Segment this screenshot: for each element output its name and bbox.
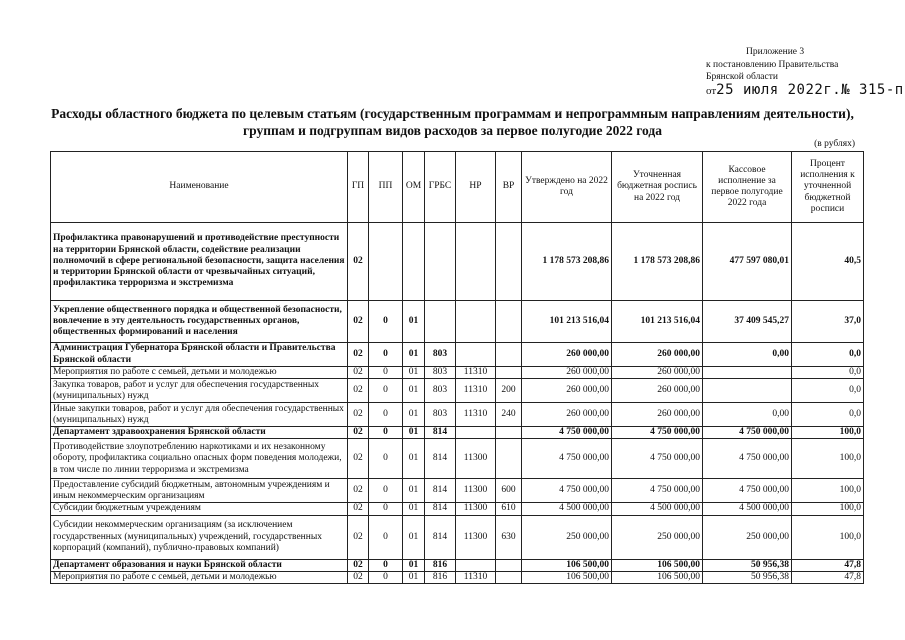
cell-om: 01: [403, 503, 425, 515]
cell-grbs: [425, 301, 456, 343]
cell-percent: 0,0: [792, 379, 864, 403]
title-line-1: Расходы областного бюджета по целевым статьям (государственным программам и непрограммным направлениям деятельности),: [51, 106, 854, 121]
cell-cash: 4 750 000,00: [703, 479, 792, 503]
title-line-2: группам и подгруппам видов расходов за первое полугодие 2022 года: [243, 123, 662, 138]
cell-om: 01: [403, 379, 425, 403]
cell-percent: 100,0: [792, 439, 864, 479]
cell-approved: 260 000,00: [522, 367, 612, 379]
appendix-line-2: к постановлению Правительства: [706, 59, 839, 70]
cell-cash: [703, 367, 792, 379]
cell-nr: [456, 559, 496, 571]
cell-pp: 0: [369, 515, 403, 559]
header-gp: ГП: [348, 152, 369, 223]
cell-vr: [496, 343, 522, 367]
cell-grbs: 803: [425, 343, 456, 367]
cell-om: 01: [403, 515, 425, 559]
cell-name: Департамент образования и науки Брянской области: [51, 559, 348, 571]
table-row: [51, 439, 864, 479]
cell-cash: 4 750 000,00: [703, 439, 792, 479]
cell-gp: 02: [348, 379, 369, 403]
cell-nr: [456, 301, 496, 343]
cell-gp: 02: [348, 503, 369, 515]
cell-vr: [496, 367, 522, 379]
cell-nr: 11310: [456, 403, 496, 427]
document-title: [0, 105, 905, 139]
cell-vr: 240: [496, 403, 522, 427]
cell-percent: 100,0: [792, 515, 864, 559]
cell-grbs: 803: [425, 367, 456, 379]
cell-approved: 260 000,00: [522, 343, 612, 367]
cell-vr: 600: [496, 479, 522, 503]
cell-pp: 0: [369, 559, 403, 571]
cell-approved: 250 000,00: [522, 515, 612, 559]
cell-gp: 02: [348, 427, 369, 439]
cell-name: Мероприятия по работе с семьей, детьми и молодежью: [51, 571, 348, 583]
cell-name: Предоставление субсидий бюджетным, автономным учреждениям и иным некоммерческим организациям: [51, 479, 348, 503]
cell-name: Субсидии некоммерческим организациям (за исключением государственных (муниципальных) учреждений, государственных корпораций (компаний), публично-правовых компаний): [51, 515, 348, 559]
cell-approved: 4 750 000,00: [522, 427, 612, 439]
table-row: [51, 379, 864, 403]
appendix-date-prefix: от: [706, 84, 717, 97]
cell-approved: 106 500,00: [522, 559, 612, 571]
cell-nr: 11300: [456, 439, 496, 479]
cell-om: [403, 223, 425, 301]
cell-gp: 02: [348, 571, 369, 583]
cell-approved: 4 500 000,00: [522, 503, 612, 515]
cell-percent: 0,0: [792, 403, 864, 427]
cell-refined: 4 750 000,00: [612, 439, 703, 479]
header-grbs: ГРБС: [425, 152, 456, 223]
cell-cash: 50 956,38: [703, 559, 792, 571]
cell-pp: 0: [369, 571, 403, 583]
cell-name: Мероприятия по работе с семьей, детьми и молодежью: [51, 367, 348, 379]
cell-refined: 260 000,00: [612, 367, 703, 379]
cell-refined: 4 500 000,00: [612, 503, 703, 515]
cell-approved: 106 500,00: [522, 571, 612, 583]
table-body: [51, 223, 864, 584]
cell-gp: 02: [348, 301, 369, 343]
cell-name: Закупка товаров, работ и услуг для обеспечения государственных (муниципальных) нужд: [51, 379, 348, 403]
cell-grbs: [425, 223, 456, 301]
cell-name: Профилактика правонарушений и противодействие преступности на территории Брянской области, содействие реализации полномочий в сфере региональной безопасности, защита населения и территории Брянской области от чрезвычайных ситуаций, профилактика терроризма и экстремизма: [51, 223, 348, 301]
cell-om: 01: [403, 479, 425, 503]
cell-percent: 100,0: [792, 479, 864, 503]
cell-name: Субсидии бюджетным учреждениям: [51, 503, 348, 515]
cell-gp: 02: [348, 343, 369, 367]
header-pp: ПП: [369, 152, 403, 223]
cell-pp: 0: [369, 343, 403, 367]
cell-percent: 37,0: [792, 301, 864, 343]
cell-nr: 11310: [456, 367, 496, 379]
cell-vr: 630: [496, 515, 522, 559]
cell-gp: 02: [348, 439, 369, 479]
cell-approved: 1 178 573 208,86: [522, 223, 612, 301]
cell-grbs: 814: [425, 439, 456, 479]
cell-approved: 260 000,00: [522, 403, 612, 427]
table-row: [51, 343, 864, 367]
cell-vr: [496, 223, 522, 301]
cell-om: 01: [403, 439, 425, 479]
cell-vr: [496, 571, 522, 583]
cell-grbs: 814: [425, 503, 456, 515]
cell-grbs: 816: [425, 559, 456, 571]
cell-nr: [456, 343, 496, 367]
cell-gp: 02: [348, 515, 369, 559]
cell-om: 01: [403, 427, 425, 439]
cell-vr: [496, 439, 522, 479]
cell-vr: [496, 427, 522, 439]
header-percent: Процент исполнения к уточненной бюджетной росписи: [792, 152, 864, 223]
cell-om: 01: [403, 559, 425, 571]
cell-percent: 40,5: [792, 223, 864, 301]
cell-pp: 0: [369, 479, 403, 503]
cell-vr: [496, 301, 522, 343]
cell-approved: 4 750 000,00: [522, 479, 612, 503]
cell-gp: 02: [348, 559, 369, 571]
table-row: [51, 223, 864, 301]
table-row: [51, 559, 864, 571]
appendix-line-3: Брянской области: [706, 72, 778, 82]
units-note: (в рублях): [814, 139, 855, 149]
cell-percent: 0,0: [792, 367, 864, 379]
cell-om: 01: [403, 571, 425, 583]
cell-refined: 260 000,00: [612, 403, 703, 427]
cell-pp: 0: [369, 503, 403, 515]
cell-refined: 106 500,00: [612, 571, 703, 583]
cell-name: Укрепление общественного порядка и общественной безопасности, вовлечение в эту деятельность государственных органов, общественных формирований и населения: [51, 301, 348, 343]
cell-vr: [496, 559, 522, 571]
cell-grbs: 814: [425, 515, 456, 559]
cell-percent: 47,8: [792, 559, 864, 571]
cell-pp: 0: [369, 367, 403, 379]
cell-pp: 0: [369, 427, 403, 439]
header-vr: ВР: [496, 152, 522, 223]
table-row: [51, 479, 864, 503]
table-row: [51, 427, 864, 439]
cell-nr: 11300: [456, 503, 496, 515]
cell-cash: 250 000,00: [703, 515, 792, 559]
cell-name: Иные закупки товаров, работ и услуг для обеспечения государственных (муниципальных) нужд: [51, 403, 348, 427]
cell-gp: 02: [348, 367, 369, 379]
cell-refined: 260 000,00: [612, 379, 703, 403]
cell-refined: 260 000,00: [612, 343, 703, 367]
cell-cash: 477 597 080,01: [703, 223, 792, 301]
table-row: [51, 301, 864, 343]
cell-cash: 37 409 545,27: [703, 301, 792, 343]
cell-percent: 0,0: [792, 343, 864, 367]
cell-pp: 0: [369, 439, 403, 479]
cell-grbs: 803: [425, 403, 456, 427]
cell-approved: 260 000,00: [522, 379, 612, 403]
cell-nr: [456, 223, 496, 301]
cell-percent: 47,8: [792, 571, 864, 583]
cell-cash: 0,00: [703, 343, 792, 367]
header-nr: НР: [456, 152, 496, 223]
cell-cash: 4 750 000,00: [703, 427, 792, 439]
cell-percent: 100,0: [792, 427, 864, 439]
cell-om: 01: [403, 301, 425, 343]
cell-approved: 101 213 516,04: [522, 301, 612, 343]
cell-vr: 610: [496, 503, 522, 515]
cell-name: Департамент здравоохранения Брянской области: [51, 427, 348, 439]
cell-om: 01: [403, 367, 425, 379]
cell-om: 01: [403, 403, 425, 427]
cell-gp: 02: [348, 403, 369, 427]
cell-pp: [369, 223, 403, 301]
cell-nr: [456, 427, 496, 439]
cell-name: Администрация Губернатора Брянской области и Правительства Брянской области: [51, 343, 348, 367]
appendix-block: [706, 46, 904, 97]
appendix-date-handwritten: 25 июля 2022г.№ 315-п: [716, 81, 904, 98]
header-refined: Уточненная бюджетная роспись на 2022 год: [612, 152, 703, 223]
cell-grbs: 814: [425, 479, 456, 503]
cell-nr: 11310: [456, 379, 496, 403]
cell-refined: 4 750 000,00: [612, 479, 703, 503]
table-row: [51, 515, 864, 559]
cell-nr: 11300: [456, 479, 496, 503]
cell-vr: 200: [496, 379, 522, 403]
cell-gp: 02: [348, 479, 369, 503]
cell-pp: 0: [369, 301, 403, 343]
cell-pp: 0: [369, 403, 403, 427]
header-approved: Утверждено на 2022 год: [522, 152, 612, 223]
cell-approved: 4 750 000,00: [522, 439, 612, 479]
cell-refined: 250 000,00: [612, 515, 703, 559]
header-cash: Кассовое исполнение за первое полугодие 2022 года: [703, 152, 792, 223]
cell-cash: 50 956,38: [703, 571, 792, 583]
table-header-row: [51, 152, 864, 223]
cell-om: 01: [403, 343, 425, 367]
header-om: ОМ: [403, 152, 425, 223]
table-row: [51, 503, 864, 515]
cell-refined: 106 500,00: [612, 559, 703, 571]
budget-table: [50, 151, 864, 584]
appendix-date-line: [706, 81, 904, 98]
cell-grbs: 803: [425, 379, 456, 403]
appendix-line-1: Приложение 3: [746, 47, 805, 57]
cell-grbs: 814: [425, 427, 456, 439]
cell-refined: 4 750 000,00: [612, 427, 703, 439]
table-row: [51, 403, 864, 427]
cell-nr: 11310: [456, 571, 496, 583]
table-row: [51, 571, 864, 583]
cell-percent: 100,0: [792, 503, 864, 515]
cell-pp: 0: [369, 379, 403, 403]
table-row: [51, 367, 864, 379]
cell-cash: [703, 379, 792, 403]
cell-gp: 02: [348, 223, 369, 301]
cell-refined: 101 213 516,04: [612, 301, 703, 343]
cell-nr: 11300: [456, 515, 496, 559]
cell-cash: 4 500 000,00: [703, 503, 792, 515]
cell-grbs: 816: [425, 571, 456, 583]
cell-name: Противодействие злоупотреблению наркотиками и их незаконному обороту, профилактика социально опасных форм поведения молодежи, в том числе по линии терроризма и экстремизма: [51, 439, 348, 479]
cell-cash: 0,00: [703, 403, 792, 427]
header-name: Наименование: [51, 152, 348, 223]
cell-refined: 1 178 573 208,86: [612, 223, 703, 301]
